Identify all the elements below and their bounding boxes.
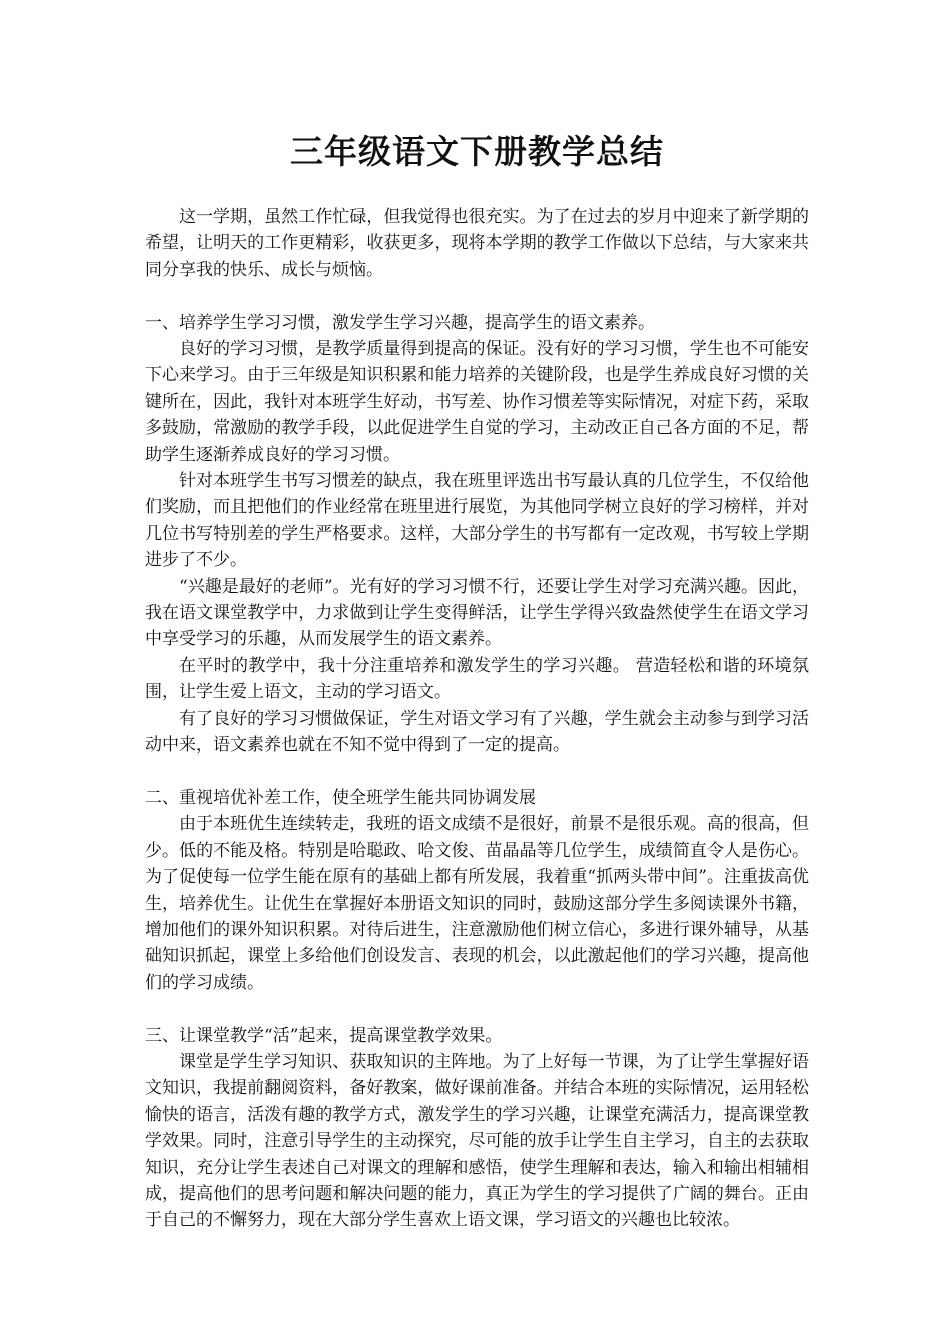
section-1-heading: 一、培养学生学习习惯，激发学生学习兴趣，提高学生的语文素养。 [145,312,655,333]
section-spacer [145,283,809,309]
section-1-paragraph-5: 有了良好的学习习惯做保证，学生对语文学习有了兴趣，学生就会主动参与到学习活动中来，语文素养也就在不知不觉中得到了一定的提高。 [145,708,809,756]
section-3-paragraph-1: 课堂是学生学习知识、获取知识的主阵地。为了上好每一节课，为了让学生掌握好语文知识，我提前翻阅资料，备好教案，做好课前准备。并结合本班的实际情况，运用轻松愉快的语言，活泼有趣的教学方式，激发学生的学习兴趣，让课堂充满活力，提高课堂教学效果。同时，注意引导学生的主动探究，尽可能的放手让学生自主学习，自主的去获取知识，充分让学生表述自己对课文的理解和感悟，使学生理解和表达，输入和输出相辅相成，提高他们的思考问题和解决问题的能力，真正为学生的学习提供了广阔的舞台。正由于自己的不懈努力，现在大部分学生喜欢上语文课，学习语文的兴趣也比较浓。 [145,1051,809,1231]
section-spacer [145,996,809,1022]
section-2-heading: 二、重视培优补差工作，使全班学生能共同协调发展 [145,787,536,808]
section-1-paragraph-3: “兴趣是最好的老师”。光有好的学习习惯不行，还要让学生对学习充满兴趣。因此，我在语文课堂教学中，力求做到让学生变得鲜活，让学生学得兴致盎然使学生在语文学习中享受学习的乐趣，从而发展学生的语文素养。 [145,576,809,650]
section-3-heading: 三、让课堂教学“活”起来，提高课堂教学效果。 [145,1025,503,1046]
section-1-paragraph-1: 良好的学习习惯，是教学质量得到提高的保证。没有好的学习习惯，学生也不可能安下心来学习。由于三年级是知识积累和能力培养的关键阶段，也是学生养成良好习惯的关键所在，因此，我针对本班学生好动，书写差、协作习惯差等实际情况，对症下药，采取多鼓励，常激励的教学手段，以此促进学生自觉的学习，主动改正自己各方面的不足，帮助学生逐渐养成良好的学习习惯。 [145,339,809,465]
section-2-paragraph-1: 由于本班优生连续转走，我班的语文成绩不是很好，前景不是很乐观。高的很高，但少。低的不能及格。特别是哈聪政、哈文俊、苗晶晶等几位学生，成绩简直令人是伤心。为了促使每一位学生能在原有的基础上都有所发展，我着重“抓两头带中间”。注重拔高优生，培养优生。让优生在掌握好本册语文知识的同时，鼓励这部分学生多阅读课外书籍，增加他们的课外知识积累。对待后进生，注意激励他们树立信心，多进行课外辅导，从基础知识抓起，课堂上多给他们创设发言、表现的机会，以此激起他们的学习兴趣，提高他们的学习成绩。 [145,814,809,993]
document-body [145,128,809,1234]
section-1-paragraph-2: 针对本班学生书写习惯差的缺点，我在班里评选出书写最认真的几位学生，不仅给他们奖励，而且把他们的作业经常在班里进行展览，为其他同学树立良好的学习榜样，并对几位书写特别差的学生严格要求。这样，大部分学生的书写都有一定改观，书写较上学期进步了不少。 [145,471,809,571]
section-spacer [145,759,809,785]
intro-paragraph: 这一学期，虽然工作忙碌，但我觉得也很充实。为了在过去的岁月中迎来了新学期的希望，让明天的工作更精彩，收获更多，现将本学期的教学工作做以下总结，与大家来共同分享我的快乐、成长与烦恼。 [145,207,809,280]
section-1-paragraph-4: 在平时的教学中，我十分注重培养和激发学生的学习兴趣。 营造轻松和谐的环境氛围，让学生爱上语文，主动的学习语文。 [145,655,809,703]
document-title: 三年级语文下册教学总结 [290,132,664,171]
